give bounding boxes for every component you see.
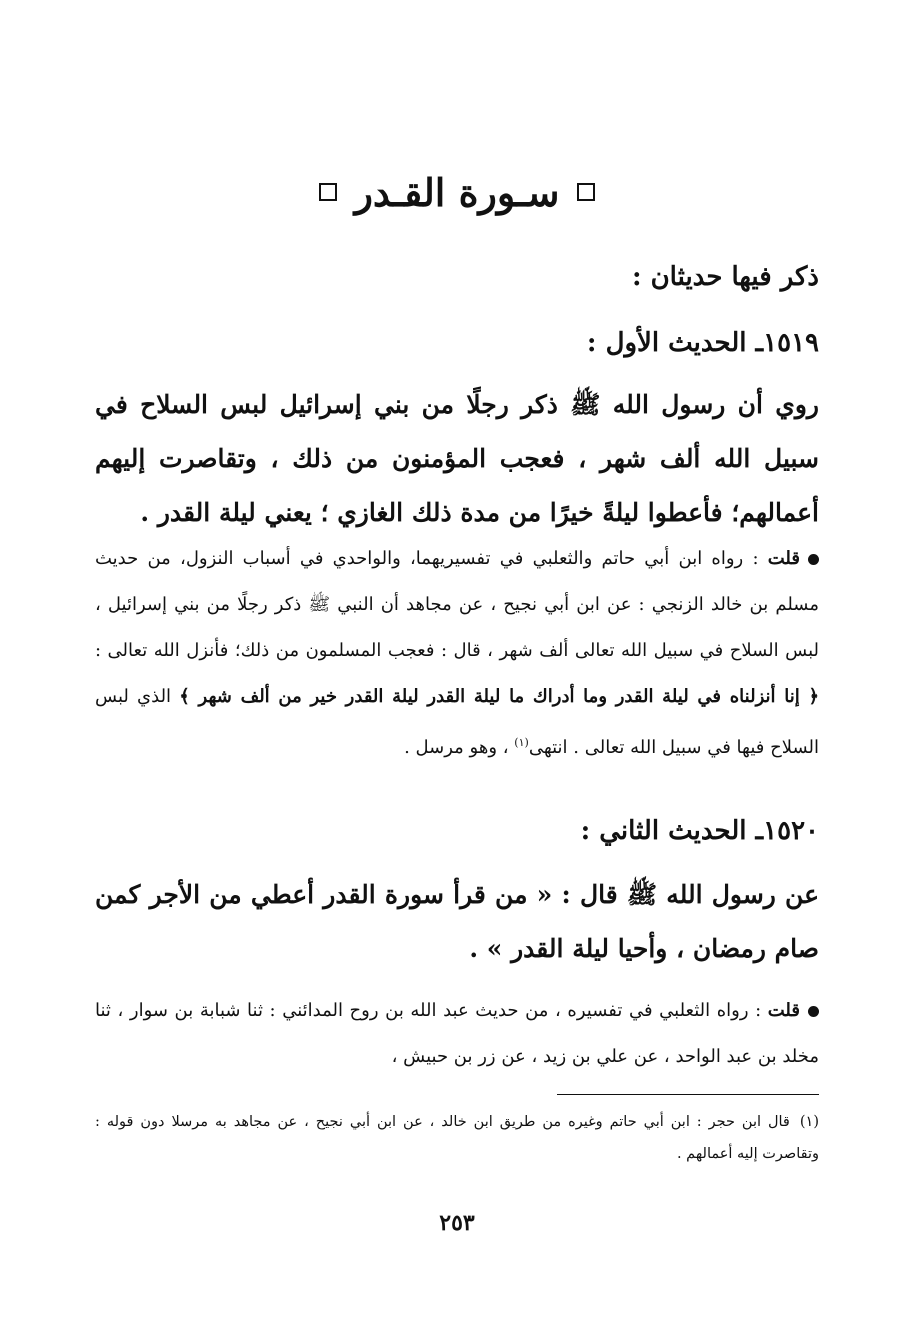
surah-title: [0, 162, 914, 222]
surah-title-text: سـورة القـدر: [354, 169, 560, 215]
footnote-text: قال ابن حجر : ابن أبي حاتم وغيره من طريق ابن خالد ، عن ابن أبي نجيح ، عن مجاهد به مرسلا دون قوله : وتقاصرت إليه أعمالهم .: [95, 1114, 819, 1162]
page-number: ٢٥٣: [439, 1210, 475, 1236]
footnote-ref[interactable]: (١): [514, 736, 529, 749]
commentary-text-2: الذي لبس السلاح فيها في سبيل الله تعالى . انتهى: [95, 686, 819, 758]
footnote: [95, 1106, 819, 1170]
bullet-icon: [808, 1006, 819, 1017]
intro-line: ذكر فيها حديثان :: [631, 262, 819, 292]
square-ornament-right-icon: [577, 183, 595, 201]
hadith-1-commentary: [95, 536, 819, 771]
qult-label: قلت: [767, 548, 800, 569]
qult-label: قلت: [767, 1000, 800, 1021]
square-ornament-left-icon: [319, 183, 337, 201]
hadith-1-heading: ١٥١٩ـ الحديث الأول :: [586, 328, 819, 358]
commentary-text: : رواه الثعلبي في تفسيره ، من حديث عبد الله بن روح المدائني : ثنا شبابة بن سوار ، ثنا مخلد بن عبد الواحد ، عن علي بن زيد ، عن زر بن حبيش ،: [95, 1000, 819, 1067]
hadith-2-text: عن رسول الله ﷺ قال : « من قرأ سورة القدر أعطي من الأجر كمن صام رمضان ، وأحيا ليلة القدر » .: [95, 880, 819, 963]
commentary-text-1: : رواه ابن أبي حاتم والثعلبي في تفسيريهما، والواحدي في أسباب النزول، من حديث مسلم بن خالد الزنجي : عن ابن أبي نجيح ، عن مجاهد أن النبي ﷺ ذكر رجلًا من بني إسرائيل ، لبس السلاح في سبيل الله تعالى ألف شهر ، قال : فعجب المسلمون من ذلك؛ فأنزل الله تعالى :: [95, 548, 819, 661]
hadith-2-commentary: [95, 988, 819, 1080]
footnote-number: (١): [799, 1114, 819, 1130]
quran-verse: ﴿ إنا أنزلناه في ليلة القدر وما أدراك ما ليلة القدر ليلة القدر خير من ألف شهر ﴾: [179, 686, 820, 707]
hadith-1-text: روي أن رسول الله ﷺ ذكر رجلًا من بني إسرائيل لبس السلاح في سبيل الله ألف شهر ، فعجب المؤمنون من ذلك ، وتقاصرت إليهم أعمالهم؛ فأعطوا ليلةً خيرًا من مدة ذلك الغازي ؛ يعني ليلة القدر .: [95, 390, 819, 527]
commentary-text-3: ، وهو مرسل .: [404, 737, 509, 758]
footnote-divider: [557, 1094, 819, 1095]
bullet-icon: [808, 554, 819, 565]
hadith-2-heading: ١٥٢٠ـ الحديث الثاني :: [580, 816, 819, 846]
